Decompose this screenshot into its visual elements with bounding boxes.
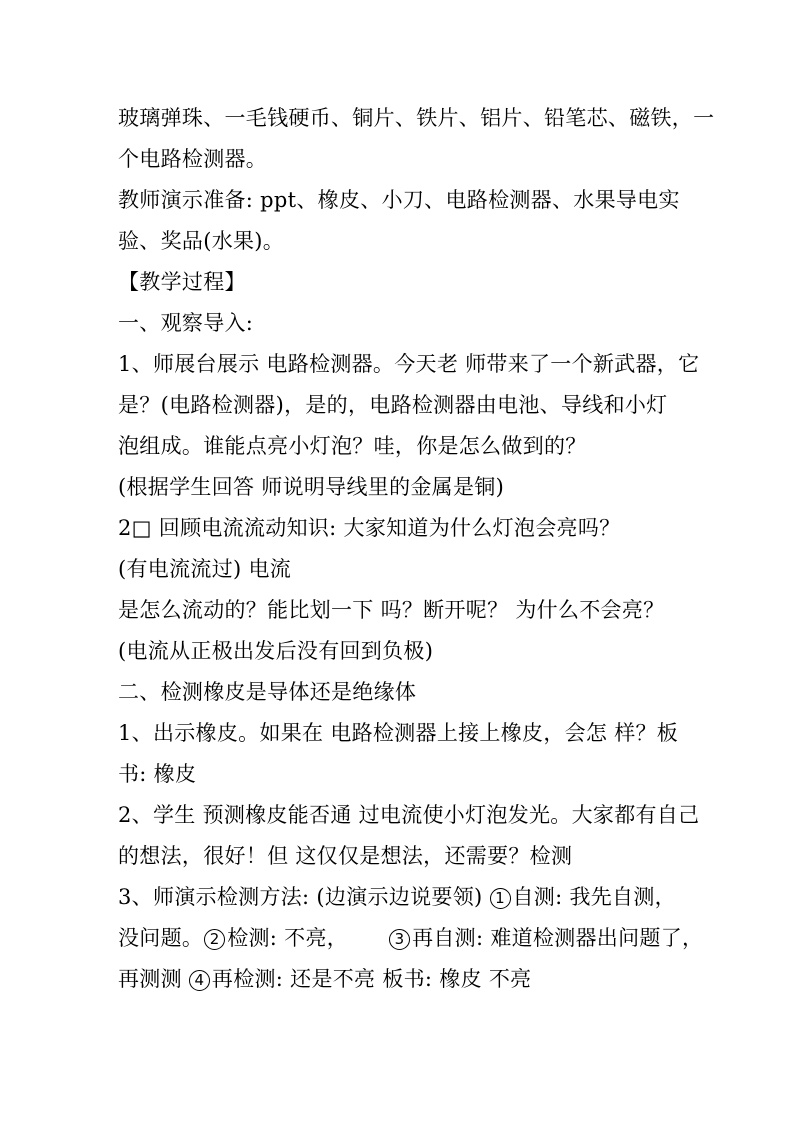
text-line: 1、出示橡皮。如果在 电路检测器上接上橡皮，会怎 样？板 [118,721,679,745]
text-line: 玻璃弹珠、一毛钱硬币、铜片、铁片、铝片、铅笔芯、磁铁，一 [118,106,715,130]
step3-line-2 [118,918,704,959]
step3-test: 检测: 不亮， [227,926,349,950]
text-line: 的想法，很好！但 这仅仅是想法，还需要？检测 [118,844,573,868]
text-line: (电流从正极出发后没有回到负极) [118,639,434,663]
step3-line-3 [118,959,688,1000]
step3-line-1 [118,877,688,918]
step3-self-test: 自测: 我先自测， [512,885,676,909]
circled-number-2: 2 [204,929,225,950]
text-line: (有电流流过) 电流 [118,557,292,581]
text-line: (根据学生回答 师说明导线里的金属是铜) [118,475,505,499]
step3-continuation: 再测测 [118,967,182,991]
circled-number-3: 3 [389,929,410,950]
text-line: 一、观察导入: [118,311,254,335]
text-line: 2□ 回顾电流流动知识: 大家知道为什么灯泡会亮吗？ [118,516,621,540]
text-line: 是？(电路检测器)，是的，电路检测器由电池、导线和小灯 [118,393,668,417]
text-line: 验、奖品(水果)。 [118,229,285,253]
text-line: 教师演示准备: ppt、橡皮、小刀、电路检测器、水果导电实 [118,188,680,212]
circled-number-1: 1 [490,888,511,909]
circled-number-4: 4 [189,970,210,991]
text-line: 2、学生 预测橡皮能否通 过电流使小灯泡发光。大家都有自己 [118,803,700,827]
step3-continuation: 没问题。 [118,926,204,950]
lesson-text [118,98,715,1000]
text-line: 是怎么流动的？能比划一下 吗？断开呢？ 为什么不会亮？ [118,598,665,622]
step3-prefix: 3、师演示检测方法: (边演示边说要领) [118,885,483,909]
text-line: 个电路检测器。 [118,147,268,171]
section-heading: 【教学过程】 [118,270,246,294]
text-line: 1、师展台展示 电路检测器。今天老 师带来了一个新武器，它 [118,352,700,376]
step3-final-test: 再检测: 还是不亮 板书: 橡皮 不亮 [211,967,532,991]
text-line: 泡组成。谁能点亮小灯泡？哇，你是怎么做到的？ [118,434,587,458]
text-line: 二、检测橡皮是导体还是绝缘体 [118,680,417,704]
text-line: 书: 橡皮 [118,762,197,786]
step3-retest: 再自测: 难道检测器出问题了， [412,926,704,950]
